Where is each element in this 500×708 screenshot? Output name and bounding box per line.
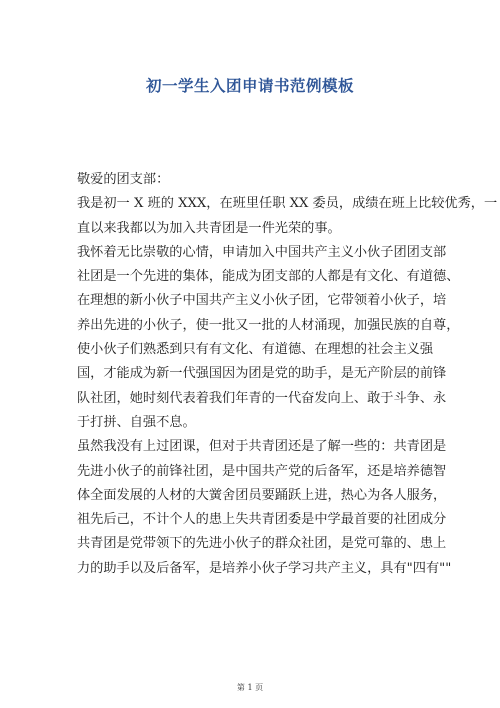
body-line: 力的助手以及后备军，是培养小伙子学习共产主义，具有"四有"" <box>77 560 452 576</box>
body-line: 先进小伙子的前锋社团，是中国共产党的后备军，还是培养德智 <box>77 463 447 479</box>
body-line: 我怀着无比崇敬的心情，申请加入中国共产主义小伙子团团支部 <box>77 244 447 260</box>
body-line: 队社团，她时刻代表着我们年青的一代奋发向上、敢于斗争、永 <box>77 390 447 406</box>
body-line: 虽然我没有上过团课，但对于共青团还是了解一些的：共青团是 <box>77 439 447 455</box>
body-line: 直以来我都以为加入共青团是一件光荣的事。 <box>77 220 341 236</box>
body-line: 养出先进的小伙子，使一批又一批的人材涌现，加强民族的自尊， <box>77 317 460 333</box>
document-title: 初一学生入团申请书范例模板 <box>145 77 354 95</box>
document-body <box>77 168 498 581</box>
body-line: 我是初一 X 班的 XXX，在班里任职 XX 委员，成绩在班上比较优秀，一 <box>77 196 498 212</box>
body-line: 社团是一个先进的集体，能成为团支部的人都是有文化、有道德、 <box>77 269 460 285</box>
body-line: 体全面发展的人材的大黉舍团员要踊跃上进，热心为各人服务， <box>77 487 447 503</box>
body-line: 祖先后己，不计个人的患上失共青团委是中学最首要的社团成分 <box>77 512 447 528</box>
body-line: 敬爱的团支部： <box>77 172 170 187</box>
page-number: 第 1 页 <box>236 683 264 692</box>
body-line: 使小伙子们熟悉到只有有文化、有道德、在理想的社会主义强 <box>77 342 434 358</box>
body-line: 国，才能成为新一代强国因为团是党的助手，是无产阶层的前锋 <box>77 366 447 382</box>
body-line: 共青团是党带领下的先进小伙子的群众社团，是党可靠的、患上 <box>77 536 447 552</box>
body-line: 在理想的新小伙子中国共产主义小伙子团，它带领着小伙子，培 <box>77 293 447 309</box>
body-line: 于打拼、自强不息。 <box>77 414 196 430</box>
